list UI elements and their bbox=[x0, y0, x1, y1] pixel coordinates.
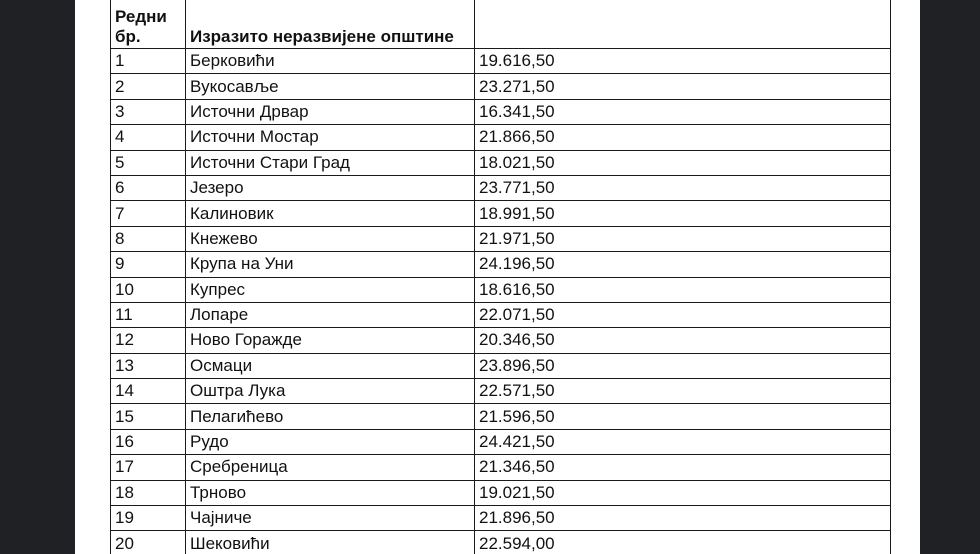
row-number-cell: 19 bbox=[111, 506, 186, 531]
table-row bbox=[111, 429, 891, 454]
value-cell: 21.866,50 bbox=[475, 125, 891, 150]
municipality-name-cell: Шековићи bbox=[186, 531, 475, 554]
row-number-cell: 11 bbox=[111, 302, 186, 327]
table-row bbox=[111, 125, 891, 150]
municipality-name-cell: Источни Стари Град bbox=[186, 150, 475, 175]
header-value bbox=[475, 0, 891, 49]
row-number-cell: 13 bbox=[111, 353, 186, 378]
row-number-cell: 2 bbox=[111, 74, 186, 99]
value-cell: 19.616,50 bbox=[475, 49, 891, 74]
row-number-cell: 3 bbox=[111, 99, 186, 124]
row-number-cell: 12 bbox=[111, 328, 186, 353]
municipality-name-cell: Трново bbox=[186, 480, 475, 505]
table-row bbox=[111, 175, 891, 200]
value-cell: 21.596,50 bbox=[475, 404, 891, 429]
value-cell: 24.196,50 bbox=[475, 252, 891, 277]
municipality-name-cell: Лопаре bbox=[186, 302, 475, 327]
value-cell: 21.346,50 bbox=[475, 455, 891, 480]
municipality-name-cell: Оштра Лука bbox=[186, 379, 475, 404]
municipality-name-cell: Чајниче bbox=[186, 506, 475, 531]
value-cell: 23.896,50 bbox=[475, 353, 891, 378]
table-row bbox=[111, 49, 891, 74]
header-municipality: Изразито неразвијене општине bbox=[186, 0, 475, 49]
value-cell: 18.021,50 bbox=[475, 150, 891, 175]
row-number-cell: 7 bbox=[111, 201, 186, 226]
municipalities-table bbox=[110, 0, 891, 554]
header-number-line2: бр. bbox=[115, 27, 141, 46]
table-row bbox=[111, 99, 891, 124]
municipality-name-cell: Ново Горажде bbox=[186, 328, 475, 353]
table-row bbox=[111, 277, 891, 302]
municipality-name-cell: Језеро bbox=[186, 175, 475, 200]
table-header-row bbox=[111, 0, 891, 49]
row-number-cell: 1 bbox=[111, 49, 186, 74]
row-number-cell: 14 bbox=[111, 379, 186, 404]
municipality-name-cell: Кнежево bbox=[186, 226, 475, 251]
row-number-cell: 16 bbox=[111, 429, 186, 454]
table-row bbox=[111, 302, 891, 327]
table-row bbox=[111, 379, 891, 404]
value-cell: 19.021,50 bbox=[475, 480, 891, 505]
row-number-cell: 6 bbox=[111, 175, 186, 200]
value-cell: 21.971,50 bbox=[475, 226, 891, 251]
table-row bbox=[111, 74, 891, 99]
table-row bbox=[111, 404, 891, 429]
value-cell: 16.341,50 bbox=[475, 99, 891, 124]
row-number-cell: 15 bbox=[111, 404, 186, 429]
municipality-name-cell: Купрес bbox=[186, 277, 475, 302]
value-cell: 22.071,50 bbox=[475, 302, 891, 327]
table-row bbox=[111, 506, 891, 531]
municipality-name-cell: Источни Дрвар bbox=[186, 99, 475, 124]
header-number-line1: Редни bbox=[115, 7, 167, 26]
row-number-cell: 20 bbox=[111, 531, 186, 554]
municipality-name-cell: Калиновик bbox=[186, 201, 475, 226]
value-cell: 20.346,50 bbox=[475, 328, 891, 353]
row-number-cell: 18 bbox=[111, 480, 186, 505]
document-page bbox=[75, 0, 920, 554]
row-number-cell: 5 bbox=[111, 150, 186, 175]
value-cell: 24.421,50 bbox=[475, 429, 891, 454]
value-cell: 18.616,50 bbox=[475, 277, 891, 302]
table-row bbox=[111, 150, 891, 175]
municipality-name-cell: Сребреница bbox=[186, 455, 475, 480]
municipality-name-cell: Рудо bbox=[186, 429, 475, 454]
table-row bbox=[111, 201, 891, 226]
value-cell: 22.571,50 bbox=[475, 379, 891, 404]
value-cell: 18.991,50 bbox=[475, 201, 891, 226]
row-number-cell: 17 bbox=[111, 455, 186, 480]
municipality-name-cell: Источни Мостар bbox=[186, 125, 475, 150]
table-row bbox=[111, 226, 891, 251]
municipality-name-cell: Пелагићево bbox=[186, 404, 475, 429]
value-cell: 23.271,50 bbox=[475, 74, 891, 99]
value-cell: 22.594,00 bbox=[475, 531, 891, 554]
table-row bbox=[111, 480, 891, 505]
municipality-name-cell: Вукосавље bbox=[186, 74, 475, 99]
row-number-cell: 4 bbox=[111, 125, 186, 150]
table-row bbox=[111, 455, 891, 480]
value-cell: 23.771,50 bbox=[475, 175, 891, 200]
table-row bbox=[111, 252, 891, 277]
row-number-cell: 8 bbox=[111, 226, 186, 251]
table-row bbox=[111, 328, 891, 353]
table-row bbox=[111, 353, 891, 378]
row-number-cell: 10 bbox=[111, 277, 186, 302]
header-number bbox=[111, 0, 186, 49]
table-row bbox=[111, 531, 891, 554]
value-cell: 21.896,50 bbox=[475, 506, 891, 531]
municipality-name-cell: Осмаци bbox=[186, 353, 475, 378]
municipality-name-cell: Крупа на Уни bbox=[186, 252, 475, 277]
municipality-name-cell: Берковићи bbox=[186, 49, 475, 74]
row-number-cell: 9 bbox=[111, 252, 186, 277]
